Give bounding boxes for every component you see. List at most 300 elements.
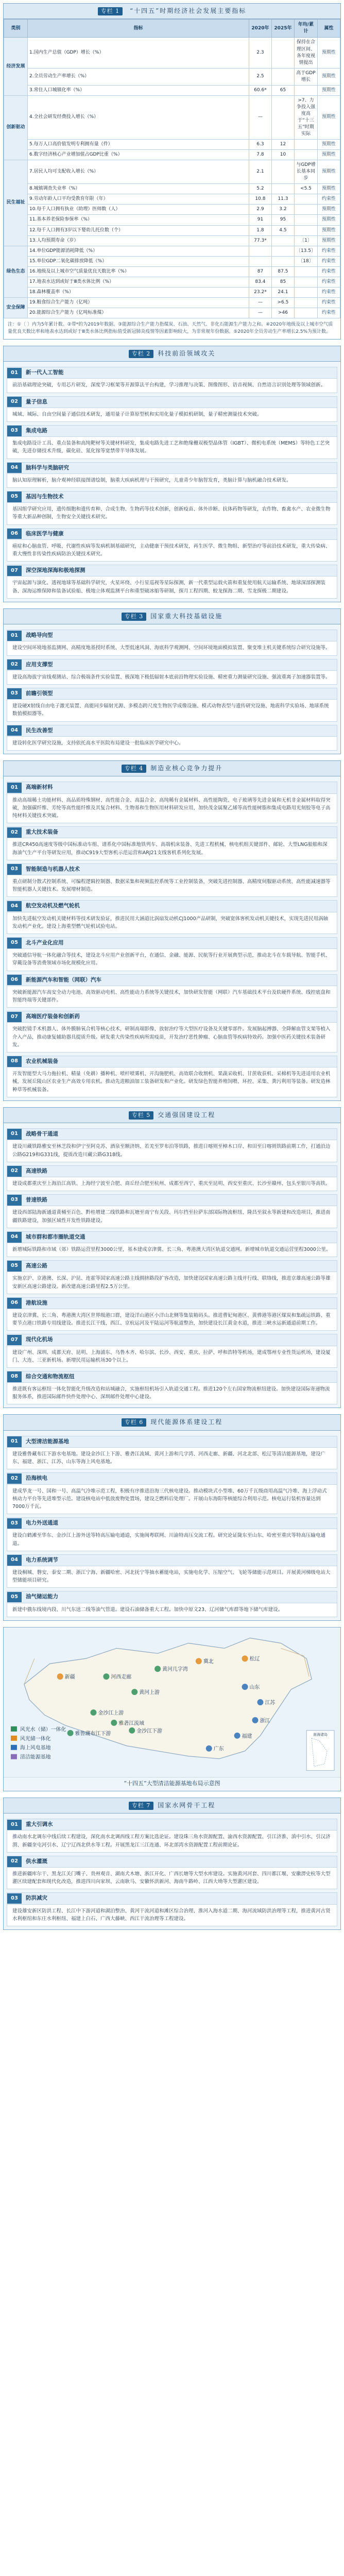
value-2020: 2.9: [249, 205, 271, 215]
item-header: [7, 463, 337, 474]
list-item: [7, 1371, 337, 1405]
item-body: 突破通信导航一体化融合等技术，建设北斗应用产业创新平台，在通信、金融、能源、民航等行业开展典型示范，推动北斗在车载导航、智能手机、穿戴设备等消费领域市场化规模化应用。: [12, 953, 331, 967]
item-number: 02: [7, 1473, 22, 1484]
value-2020: 1.8: [249, 225, 271, 235]
item-header: [7, 1436, 337, 1448]
box-panel: [3, 1798, 341, 1930]
item-body: 建设川藏铁路雅安至林芝段和伊宁至阿克苏、酒泉至额济纳、若羌至罗布泊等铁路，推进日喀则至樟木口岸、和田至日喀则铁路前期工作，打通沿边公路G219和G331线，提质改造川藏公路G318线。: [12, 1144, 331, 1158]
value-average: [294, 308, 317, 318]
item-title: 基因与生物技术: [26, 494, 64, 500]
item-body: 建设雅鲁藏布江下游水电基地。建设金沙江上下游、雅砻江流域、黄河上游和几字湾、河西走廊、新疆、河北北部、松辽等清洁能源基地，建设广东、福建、浙江、江苏、山东等海上风电基地。: [12, 1451, 326, 1465]
list-item: [7, 688, 337, 722]
attribute-cell: 预期性: [318, 215, 340, 225]
item-header: [7, 1473, 337, 1484]
item-number: 04: [7, 725, 22, 736]
attribute-cell: 预期性: [318, 184, 340, 194]
value-2020: 83.4: [249, 277, 271, 287]
list-item: [7, 1260, 337, 1294]
item-header: [7, 1591, 337, 1603]
item-body: 建设白鹤滩至华东、金沙江上游外送等特高压输电通道，实施闽粤联网、川渝特高压交流工程。研究论证陇东至山东、哈密至重庆等特高压输电通道。: [12, 1533, 326, 1547]
item-number: 01: [7, 368, 22, 379]
item-title: 战略骨干通道: [26, 1131, 58, 1138]
item-header: [7, 827, 337, 838]
item-body: 加快先进航空发动机关键材料等技术研发验证，推进民用大涵道比涡扇发动机CJ1000产品研制，突破宽体客机发动机关键技术，实现先进民用涡轴发动机产业化。建设上海重型燃气轮机试验电站。: [12, 916, 329, 929]
item-header: [7, 659, 337, 671]
table-row: [4, 287, 340, 297]
attribute-cell: 约束性: [318, 256, 340, 266]
value-2020: [249, 246, 271, 256]
item-body: 建成华龙一号、国和一号、高温气冷堆示范工程，积极有序推进沿海三代核电建设。推动模块式小型堆、60万千瓦级商用高温气冷堆、海上浮动式核动力平台等先进堆型示范。建设核电站中低放废物处置场，建设乏燃料后处理厂。开展山东海阳等核能综合利用示范。核电运行装机容量达到7000万千瓦。: [12, 1488, 327, 1510]
table-row: [4, 140, 340, 150]
attribute-cell: 约束性: [318, 287, 340, 297]
value-average: [294, 150, 317, 160]
attribute-cell: 预期性: [318, 160, 340, 184]
map-label: 南海诸岛: [313, 1732, 328, 1737]
box-panel: [3, 346, 341, 602]
table-row: [4, 194, 340, 205]
attribute-cell: 预期性: [318, 150, 340, 160]
box-panel: [3, 760, 341, 1101]
item-header: [7, 1334, 337, 1346]
item-body: 建设西部陆海新通道黄桶至百色、黔桂增建二线铁路和瓦塘至南宁有关段、玛尔挡至拉萨东部国际物流枢纽、隆昌至叙永等新建和改造项目，推进南疆铁路建设，加强区域性开发性铁路建设。: [12, 1210, 331, 1224]
item-number: 01: [7, 1820, 22, 1831]
list-item: [7, 659, 337, 685]
value-2020: 2.3: [249, 38, 271, 68]
indicator-name: 11.基本养老保险参保率（%）: [28, 215, 249, 225]
table-row: [4, 266, 340, 277]
value-average: [294, 287, 317, 297]
item-header: [7, 1371, 337, 1383]
item-header: [7, 975, 337, 986]
item-body: 新增城际铁路和市域（郊）铁路运营里程3000公里，基本建成京津冀、长三角、粤港澳大湾区轨道交通网。新增城市轨道交通运营里程3000公里。: [12, 1246, 331, 1252]
item-title: 新一代人工智能: [26, 369, 64, 376]
attribute-cell: 预期性: [318, 225, 340, 235]
list-item: [7, 1591, 337, 1617]
base-marker: [90, 1709, 96, 1716]
table-row: [4, 235, 340, 246]
panel-tag: 专栏 6: [122, 1418, 147, 1427]
item-header: [7, 688, 337, 700]
map-label: 冀北: [203, 1659, 214, 1665]
item-header: [7, 1298, 337, 1309]
indicator-name: 19.粮食综合生产能力（亿吨）: [28, 297, 249, 308]
item-title: 电力系统调节: [26, 1556, 58, 1563]
table-row: [4, 277, 340, 287]
item-number: 01: [7, 1129, 22, 1140]
value-2020: 77.3*: [249, 235, 271, 246]
indicator-name: 7.居民人均可支配收入增长（%）: [28, 160, 249, 184]
value-average: 与GDP增长基本同步: [294, 160, 317, 184]
panel-title: [4, 1798, 340, 1814]
value-2025: 95: [271, 215, 294, 225]
list-item: [7, 1472, 337, 1514]
item-title: 航空发动机及燃气轮机: [26, 903, 80, 909]
item-title: 沿海核电: [26, 1475, 47, 1482]
item-header: [7, 864, 337, 875]
item-number: 03: [7, 1195, 22, 1206]
map-label: 河西走廊: [111, 1674, 132, 1680]
base-marker: [57, 1673, 63, 1680]
item-body: 实施京沪、京港澳、长深、沪昆、连霍等国家高速公路主线拥挤路段扩容改造，加快建设国家高速公路主线并行线、联络线，推进京雄高速公路等雄安新区高速公路建设。新改建高速公路里程2.5万公里。: [12, 1276, 331, 1290]
indicator-name: 13.人均预期寿命（岁）: [28, 235, 249, 246]
map-caption: “十四五”大型清洁能源基地布局示意图: [4, 1777, 340, 1791]
panel-title-text: 制造业核心竞争力提升: [150, 765, 223, 772]
base-marker: [234, 1733, 240, 1739]
table-row: [4, 68, 340, 85]
item-title: 新能源汽车和智能（网联）汽车: [26, 976, 101, 983]
panel-tag: 专栏 2: [129, 350, 154, 358]
indicator-name: 16.地级及以上城市空气质量优良天数比率（%）: [28, 266, 249, 277]
base-marker: [111, 1720, 117, 1726]
item-number: 01: [7, 1436, 22, 1447]
value-average: [294, 205, 317, 215]
base-marker: [67, 1730, 74, 1736]
table-row: [4, 95, 340, 139]
list-item: [7, 565, 337, 599]
value-2025: >46: [271, 308, 294, 318]
item-number: 05: [7, 492, 22, 502]
base-marker: [242, 1684, 248, 1690]
list-item: [7, 1892, 337, 1926]
item-title: 战略导向型: [26, 632, 53, 639]
legend-swatch: [11, 1736, 17, 1741]
value-2025: 12: [271, 140, 294, 150]
item-title: 脑科学与类脑研究: [26, 464, 69, 471]
value-average: <5.5: [294, 184, 317, 194]
table-note: 注：①〔 〕内为5年累计数。②带*的为2019年数据。③能源综合生产能力指煤炭、石油、天然气、非化石能源生产能力之和。④2020年地级及以上城市空气质量优良天数比率和地表水达到或好于Ⅲ类水体比例指标值受新冠肺炎疫情等因素影响较大，为非常规年份数据。⑤2020年全员劳动生产率增长2.5%为预计数。: [4, 318, 340, 339]
panel-title-text: 交通强国建设工程: [158, 1111, 216, 1118]
panel-tag: 专栏 5: [129, 1111, 154, 1120]
item-header: [7, 565, 337, 577]
item-header: [7, 426, 337, 437]
item-header: [7, 1856, 337, 1868]
list-item: [7, 630, 337, 655]
value-2025: 85: [271, 277, 294, 287]
list-item: [7, 937, 337, 971]
indicator-table: [4, 19, 340, 318]
value-2025: [271, 68, 294, 85]
item-title: 电力外送通道: [26, 1520, 58, 1527]
list-item: [7, 900, 337, 934]
item-title: 高速公路: [26, 1263, 47, 1269]
value-2025: [271, 246, 294, 256]
item-body: 建设空间环境地基监测网、高精度地基授时系统、大型低速风洞、海底科学观测网、空间环境地面模拟装置、聚变堆主机关键系统综合研究设施等。: [12, 645, 331, 651]
panel-tag: 专栏 4: [122, 765, 147, 773]
item-list: [4, 624, 340, 754]
list-item: [7, 863, 337, 897]
value-average: [294, 225, 317, 235]
item-title: 油气储运能力: [26, 1594, 58, 1600]
table-row: [4, 246, 340, 256]
value-2020: 7.8: [249, 150, 271, 160]
item-title: 深空深地深海和极地探测: [26, 567, 85, 574]
value-2020: 23.2*: [249, 287, 271, 297]
attribute-cell: 预期性: [318, 235, 340, 246]
legend-label: 风光水（储）一体化: [20, 1726, 66, 1733]
map-label: 江苏: [265, 1700, 276, 1706]
value-2025: 24.1: [271, 287, 294, 297]
table-row: [4, 160, 340, 184]
list-item: [7, 725, 337, 751]
panel-tag: 专栏 7: [129, 1802, 154, 1810]
item-number: 01: [7, 631, 22, 641]
list-item: [7, 974, 337, 1008]
panel-tag: 专栏 1: [98, 7, 123, 15]
list-item: [7, 782, 337, 823]
value-2025: 3.2: [271, 205, 294, 215]
item-body: 推动南水北调东中线后续工程建设，深化南水北调西线工程方案比选论证。建设珠三角水资源配置、渝西水资源配置、引江济淮、滇中引水、引汉济渭、新疆奎屯河引水、辽宁辽西北供水等工程。开展黑龙江三江连通、环北部湾水资源配置工程前期论证。: [12, 1834, 331, 1848]
list-item: [7, 1231, 337, 1257]
item-body: 宇宙起源与演化、透视地球等基础科学研究，火星环绕、小行星巡视等星际探测，新一代重型运载火箭和重复使用航天运输系统、地球深部探测装备、深海运维保障和装备试验船、极地立体观监测平台和重型破冰船等研制，探月工程四期、蛟龙探海二期、雪龙探极二期建设。: [12, 580, 326, 594]
base-marker: [206, 1745, 212, 1752]
legend-label: 风光储一体化: [20, 1736, 51, 1742]
item-body: 重点研制分散式控制系统、可编程逻辑控制器、数据采集和视频监控系统等工业控制装备，突破先进控制器、高精度伺服驱动系统、高性能减速器等智能机器人关键技术。发展增材制造。: [12, 878, 331, 893]
item-title: 北斗产业化应用: [26, 939, 64, 946]
list-item: [7, 367, 337, 393]
item-list: [4, 362, 340, 602]
value-2025: 10: [271, 150, 294, 160]
panel-title-text: “十四五”时期经济社会发展主要指标: [130, 7, 247, 14]
map-label: 浙江: [260, 1718, 270, 1724]
item-header: [7, 725, 337, 737]
item-number: 04: [7, 463, 22, 473]
legend-swatch: [11, 1726, 17, 1732]
value-2020: 91: [249, 215, 271, 225]
item-header: [7, 1011, 337, 1023]
value-average: [294, 266, 317, 277]
item-header: [7, 1518, 337, 1529]
list-item: [7, 1056, 337, 1097]
box-panel: [3, 1107, 341, 1409]
item-title: 集成电路: [26, 428, 47, 434]
attribute-cell: 约束性: [318, 246, 340, 256]
category-cell: 民生福祉: [4, 160, 28, 246]
value-average: 保持在合理区间、各年度视情提出: [294, 38, 317, 68]
item-title: 防洪减灾: [26, 1895, 47, 1902]
panel-title: [4, 4, 340, 19]
table-row: [4, 215, 340, 225]
legend-swatch: [11, 1754, 17, 1759]
value-average: 〔1〕: [294, 235, 317, 246]
item-title: 重大技术装备: [26, 829, 58, 836]
item-body: 新建中俄东线境内段、川气东送二线等油气管道。建设石油储备重大工程。加快中原文23、辽河储气库群等地下储气库建设。: [12, 1606, 283, 1613]
list-item: [7, 1554, 337, 1588]
item-title: 农业机械装备: [26, 1058, 58, 1064]
item-body: 集成电路设计工具、重点装备和高纯靶材等关键材料研发，集成电路先进工艺和绝缘栅双极型晶体管（IGBT）、微机电系统（MEMS）等特色工艺突破，先进存储技术升级，碳化硅、氮化镓等宽禁带半导体发展。: [12, 440, 330, 454]
item-body: 开发智能型大马力拖拉机、精量（免耕）播种机、喷杆喷雾机、开沟施肥机、高效联合收割机、果蔬采收机、甘蔗收获机、采棉机等先进适用农业机械，发展丘陵山区农业生产高效专用农机。推动先进粮油加工装备研发和产业化。研发绿色智能养殖饲喂、环控、采集、粪污利用等装备。研发造林种草等机械装备。: [12, 1071, 331, 1093]
value-2020: —: [249, 308, 271, 318]
indicator-name: 1.国内生产总值（GDP）增长（%）: [28, 38, 249, 68]
item-title: 现代化机场: [26, 1336, 53, 1343]
indicator-name: 8.城镇调查失业率（%）: [28, 184, 249, 194]
panel-title-text: 国家重大科技基础设施: [150, 612, 223, 620]
item-header: [7, 901, 337, 912]
item-header: [7, 397, 337, 408]
list-item: [7, 491, 337, 525]
item-header: [7, 1261, 337, 1272]
panel-title: [4, 1108, 340, 1123]
item-header: [7, 1195, 337, 1206]
value-2020: 10.8: [249, 194, 271, 205]
item-title: 民生改善型: [26, 727, 53, 734]
value-2020: 60.6*: [249, 85, 271, 95]
item-body: 推动高端稀土功能材料、高品质特殊钢材、高性能合金、高温合金、高纯稀有金属材料、高性能陶瓷、电子玻璃等先进金属和无机非金属材料取得突破，加强碳纤维、芳纶等高性能纤维及其复合材料、生物基和生物医用材料研发应用，加快茂金属聚乙烯等高性能树脂和集成电路用光刻胶等电子高纯材料关键技术突破。: [12, 797, 331, 819]
category-cell: 安全保障: [4, 297, 28, 318]
attribute-cell: 预期性: [318, 85, 340, 95]
base-marker: [129, 1727, 135, 1734]
box-panel: [3, 608, 341, 754]
base-marker: [196, 1658, 202, 1664]
item-body: 建设成都重庆至上海沿江高铁、上海经宁波至合肥、商丘经合肥至杭州、成都至西宁、重庆至昆明、西安至重庆、长沙至赣州、包头至银川等高铁。: [12, 1180, 331, 1187]
item-number: 02: [7, 1856, 22, 1867]
item-number: 08: [7, 1056, 22, 1067]
item-number: 08: [7, 1371, 22, 1382]
table-row: [4, 225, 340, 235]
item-number: 05: [7, 1261, 22, 1272]
item-title: 前瞻引领型: [26, 690, 53, 697]
item-title: 城市群和都市圈轨道交通: [26, 1233, 85, 1240]
item-number: 06: [7, 1298, 22, 1309]
panel-title: [4, 346, 340, 362]
map-label: 雅砻江流域: [118, 1720, 145, 1726]
item-title: 重大引调水: [26, 1821, 53, 1828]
value-average: [294, 277, 317, 287]
item-title: 智能制造与机器人技术: [26, 866, 80, 872]
item-header: [7, 1129, 337, 1140]
attribute-cell: 预期性: [318, 68, 340, 85]
box-panel: [3, 1414, 341, 1620]
list-item: [7, 462, 337, 488]
table-header-row: [4, 20, 340, 38]
value-2025: [271, 184, 294, 194]
item-number: 04: [7, 1232, 22, 1243]
legend-label: 清洁能源基地: [20, 1754, 51, 1760]
attribute-cell: 约束性: [318, 194, 340, 205]
list-item: [7, 1334, 337, 1368]
item-header: [7, 492, 337, 503]
map-label: 黄河几字湾: [162, 1667, 188, 1673]
item-title: 大型清洁能源基地: [26, 1438, 69, 1445]
item-number: 05: [7, 938, 22, 948]
panel-title: [4, 761, 340, 776]
table-header-cell: 年均/累计: [294, 20, 317, 38]
map-label: 黄河上游: [139, 1689, 160, 1696]
indicator-name: 4.全社会研发经费投入增长（%）: [28, 95, 249, 139]
item-body: 前沿基础理论突破，专用芯片研发，深度学习框架等开源算法平台构建，学习推理与决策、图像图形、语音视频、自然语言识别处理等领域创新。: [12, 382, 326, 388]
value-2020: [249, 256, 271, 266]
indicator-name: 18.森林覆盖率（%）: [28, 287, 249, 297]
map-figure: [4, 1628, 340, 1777]
list-item: [7, 1297, 337, 1331]
item-body: 建设转化医学研究设施，支持依托高水平医院布局建设一批临床医学研究中心。: [12, 740, 184, 746]
item-number: 02: [7, 659, 22, 670]
base-marker: [242, 1655, 248, 1662]
item-number: 03: [7, 688, 22, 699]
value-average: >7、力争投入强度高于“十三五”时期实际: [294, 95, 317, 139]
item-body: 突破腔镜手术机器人、体外膜肺氧合机等核心技术，研制高端影像、放射治疗等大型医疗设备及关键零部件。发展脑起搏器、全降解血管支架等植入介入产品，推动康复辅助器具提质升级。研发重大传染性疾病所需疫苗，开发治疗恶性肿瘤、心脑血管等疾病特效药。加强中医药关键技术装备研发。: [12, 1026, 331, 1048]
item-title: 高端医疗装备和创新药: [26, 1013, 80, 1020]
item-number: 03: [7, 1518, 22, 1529]
attribute-cell: 预期性: [318, 140, 340, 150]
value-2025: [271, 235, 294, 246]
item-header: [7, 938, 337, 949]
item-title: 应用支撑型: [26, 661, 53, 668]
item-body: 建设硬X射线自由电子激光装置、高能同步辐射光源、多模态跨尺度生物医学成像设施、模式动物表型与遗传研究设施、地震科学实验场、地球系统数值模拟器等。: [12, 703, 329, 717]
item-number: 03: [7, 1893, 22, 1904]
legend-label: 海上风电基地: [20, 1745, 51, 1751]
value-2025: >6.5: [271, 297, 294, 308]
item-header: [7, 1555, 337, 1566]
energy-base-map: [3, 1627, 341, 1791]
item-header: [7, 1056, 337, 1067]
value-2025: [271, 95, 294, 139]
item-list: [4, 1431, 340, 1620]
item-number: 02: [7, 827, 22, 838]
table-header-cell: 属性: [318, 20, 340, 38]
attribute-cell: 约束性: [318, 277, 340, 287]
map-label: 金沙江下游: [136, 1728, 162, 1734]
value-2020: 6.3: [249, 140, 271, 150]
map-label: 广东: [213, 1746, 224, 1752]
item-number: 07: [7, 1335, 22, 1346]
value-2025: [271, 160, 294, 184]
value-2020: 2.1: [249, 160, 271, 184]
attribute-cell: 预期性: [318, 205, 340, 215]
category-cell: 经济发展: [4, 38, 28, 95]
item-title: 高端新材料: [26, 784, 53, 791]
panel-title: [4, 609, 340, 624]
item-number: 03: [7, 426, 22, 436]
base-marker: [131, 1689, 137, 1695]
map-label: 雅鲁藏布江下游: [75, 1731, 111, 1737]
item-number: 02: [7, 397, 22, 408]
item-body: 建设高海拔宇宙线观测站、综合极端条件实验装置、极深地下极低辐射本底前沿物理实验设施、精密重力测量研究设施、强流重离子加速器装置等。: [12, 674, 331, 680]
item-title: 普速铁路: [26, 1197, 47, 1204]
list-item: [7, 425, 337, 459]
item-header: [7, 529, 337, 540]
item-body: 城域、城际、自由空间量子通信技术研发，通用量子计算原型机和实用化量子模拟机研制，量子精密测量技术突破。: [12, 411, 262, 417]
item-number: 06: [7, 975, 22, 986]
attribute-cell: 约束性: [318, 266, 340, 277]
value-2025: 4.5: [271, 225, 294, 235]
attribute-cell: 预期性: [318, 95, 340, 139]
item-header: [7, 630, 337, 641]
value-2025: [271, 38, 294, 68]
list-item: [7, 1165, 337, 1191]
value-2020: 2.5: [249, 68, 271, 85]
item-header: [7, 1166, 337, 1177]
base-marker: [154, 1666, 161, 1672]
list-item: [7, 1819, 337, 1853]
item-number: 03: [7, 864, 22, 875]
indicator-name: 17.地表水达到或好于Ⅲ类水体比例（%）: [28, 277, 249, 287]
item-body: 推进新疆库尔干、黑龙江关门嘴子、贵州观音、湖南犬木塘、浙江开化、广西长塘等大型水库建设。实施黄河河套、四川都江堰、安徽淠史杭等大型灌区续建配套和现代化改造，推进四川向家坝、云南耿马、安徽怀洪新河、海南牛路岭、江西大坳等大型灌区建设。: [12, 1871, 331, 1885]
value-2020: 5.2: [249, 184, 271, 194]
value-average: 高于GDP增长: [294, 68, 317, 85]
table-header-cell: 类别: [4, 20, 28, 38]
value-2020: 87: [249, 266, 271, 277]
item-body: 基因组学研究应用，遗传细胞和遗传育种、合成生物、生物药等技术创新，创新疫苗、体外诊断、抗体药物等研发，农作物、畜禽水产、农业微生物等重大新品种创制，生物安全关键技术研究。: [12, 506, 331, 520]
value-2025: 11.3: [271, 194, 294, 205]
table-header-cell: 2020年: [249, 20, 271, 38]
item-header: [7, 782, 337, 793]
indicator-name: 3.常住人口城镇化率（%）: [28, 85, 249, 95]
value-average: 〔13.5〕: [294, 246, 317, 256]
indicator-name: 12.每千人口拥有3岁以下婴幼儿托位数（个）: [28, 225, 249, 235]
value-2025: 65: [271, 85, 294, 95]
value-average: [294, 194, 317, 205]
item-header: [7, 1893, 337, 1904]
